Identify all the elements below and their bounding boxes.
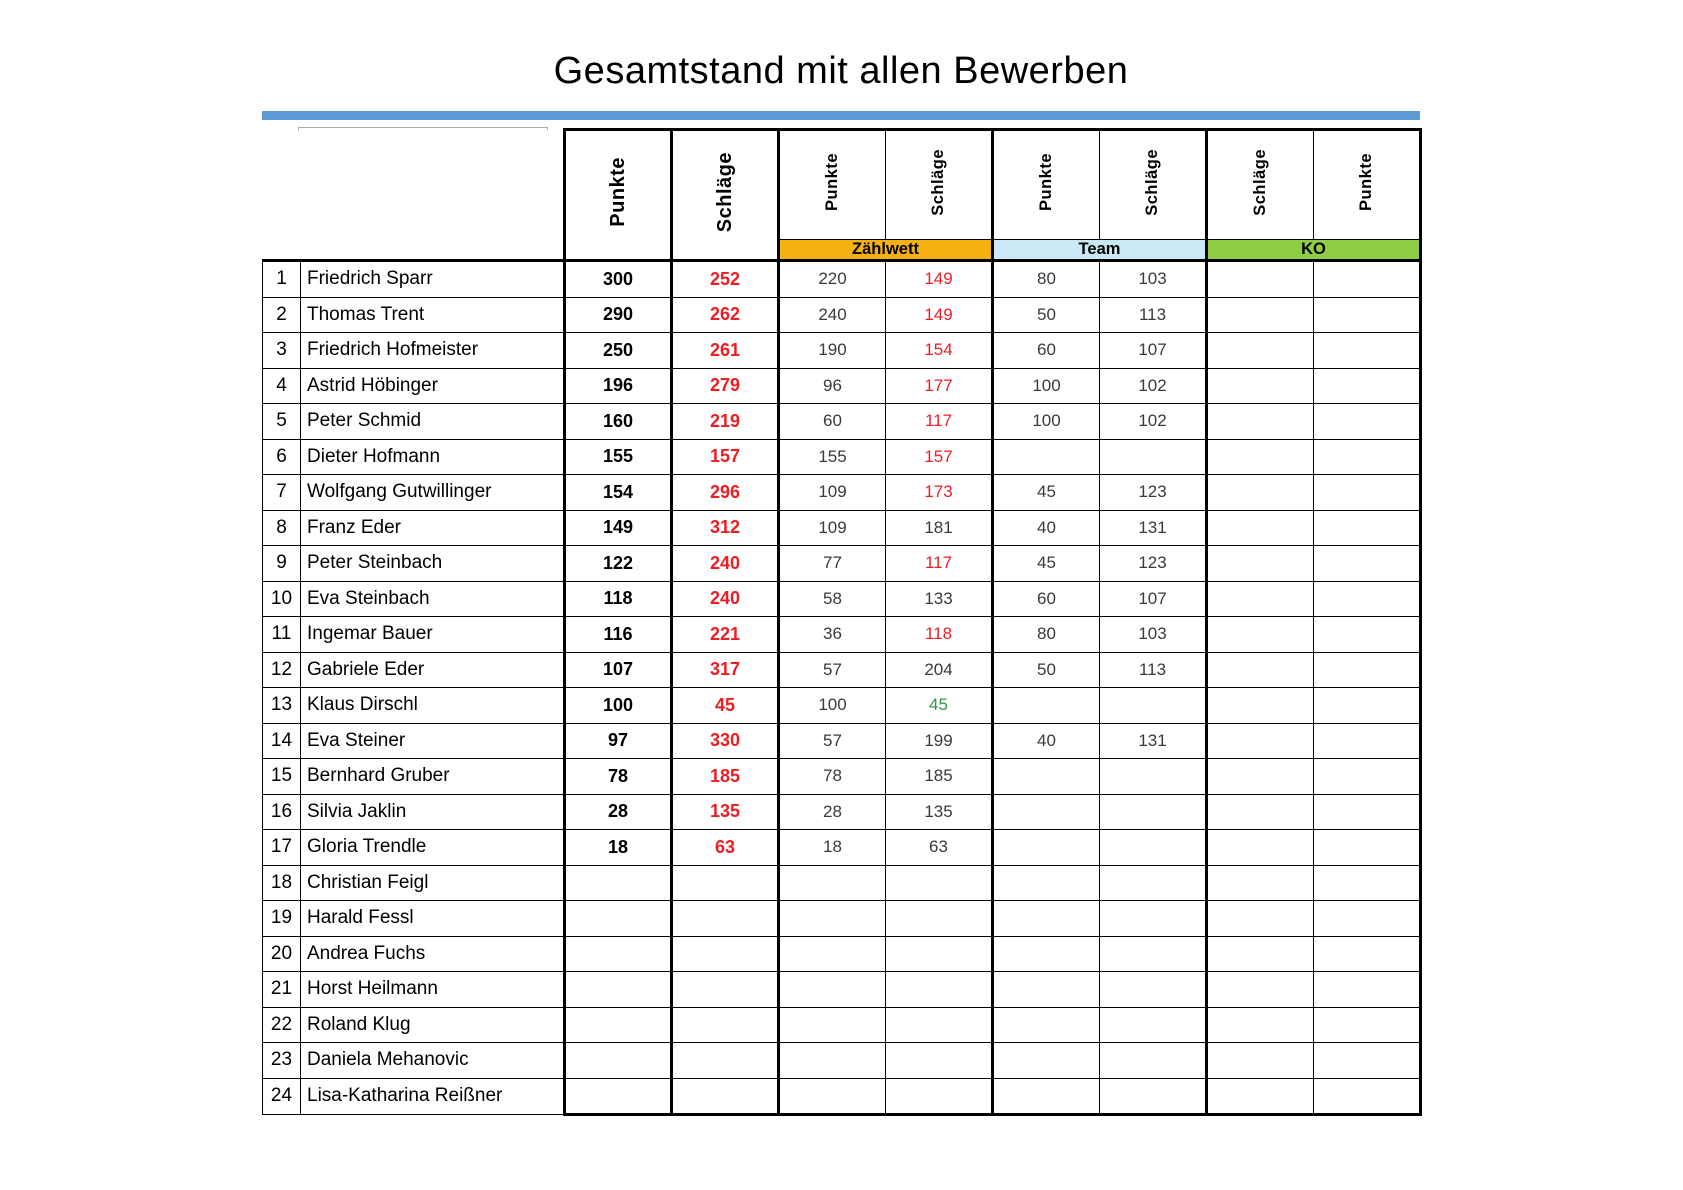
results-table-header — [263, 130, 1421, 261]
table-row — [263, 368, 1421, 404]
value-cell: 60 — [993, 333, 1100, 369]
table-row — [263, 901, 1421, 937]
value-cell — [1314, 439, 1421, 475]
value-cell: 60 — [993, 581, 1100, 617]
value-cell — [1100, 439, 1207, 475]
value-cell: 173 — [886, 475, 993, 511]
value-cell: 118 — [565, 581, 672, 617]
value-cell: 45 — [672, 688, 779, 724]
value-cell: 296 — [672, 475, 779, 511]
value-cell — [993, 901, 1100, 937]
value-cell — [1314, 261, 1421, 298]
value-cell — [672, 865, 779, 901]
value-cell — [1207, 581, 1314, 617]
rank-cell: 19 — [263, 901, 301, 937]
value-cell: 135 — [672, 794, 779, 830]
value-cell — [1207, 475, 1314, 511]
value-cell — [672, 1078, 779, 1115]
value-cell: 36 — [779, 617, 886, 653]
value-cell — [672, 936, 779, 972]
value-cell: 102 — [1100, 368, 1207, 404]
value-cell: 100 — [779, 688, 886, 724]
value-cell — [993, 1078, 1100, 1115]
name-cell: Klaus Dirschl — [301, 688, 565, 724]
value-cell: 109 — [779, 475, 886, 511]
value-cell: 185 — [672, 759, 779, 795]
value-cell: 262 — [672, 297, 779, 333]
value-cell — [1207, 546, 1314, 582]
value-cell — [993, 794, 1100, 830]
value-cell — [886, 901, 993, 937]
value-cell — [1207, 404, 1314, 440]
results-table — [262, 128, 1422, 1116]
value-cell — [1314, 865, 1421, 901]
name-cell: Harald Fessl — [301, 901, 565, 937]
value-cell — [1314, 475, 1421, 511]
value-cell — [993, 830, 1100, 866]
table-row — [263, 865, 1421, 901]
value-cell: 190 — [779, 333, 886, 369]
table-row — [263, 1043, 1421, 1079]
value-cell: 300 — [565, 261, 672, 298]
name-cell: Bernhard Gruber — [301, 759, 565, 795]
table-row — [263, 972, 1421, 1008]
value-cell: 149 — [886, 261, 993, 298]
rank-cell: 2 — [263, 297, 301, 333]
value-cell — [1314, 1007, 1421, 1043]
value-cell: 45 — [993, 475, 1100, 511]
value-cell: 45 — [886, 688, 993, 724]
value-cell — [1314, 830, 1421, 866]
name-cell: Astrid Höbinger — [301, 368, 565, 404]
value-cell — [779, 901, 886, 937]
value-cell — [1314, 617, 1421, 653]
value-cell: 50 — [993, 297, 1100, 333]
value-cell: 122 — [565, 546, 672, 582]
header-total-punkte: Punkte — [565, 130, 672, 261]
value-cell: 312 — [672, 510, 779, 546]
value-cell — [565, 901, 672, 937]
value-cell — [1100, 1043, 1207, 1079]
value-cell — [993, 1007, 1100, 1043]
value-cell: 240 — [672, 581, 779, 617]
value-cell — [1314, 794, 1421, 830]
value-cell: 155 — [779, 439, 886, 475]
rank-cell: 13 — [263, 688, 301, 724]
value-cell — [993, 865, 1100, 901]
value-cell: 135 — [886, 794, 993, 830]
value-cell — [1100, 830, 1207, 866]
value-cell: 50 — [993, 652, 1100, 688]
rank-cell: 14 — [263, 723, 301, 759]
value-cell — [1207, 1007, 1314, 1043]
name-cell: Peter Schmid — [301, 404, 565, 440]
rank-cell: 17 — [263, 830, 301, 866]
name-cell: Daniela Mehanovic — [301, 1043, 565, 1079]
value-cell — [565, 865, 672, 901]
value-cell: 117 — [886, 546, 993, 582]
value-cell — [886, 1007, 993, 1043]
table-row — [263, 1007, 1421, 1043]
value-cell — [672, 901, 779, 937]
value-cell — [1207, 510, 1314, 546]
name-cell: Franz Eder — [301, 510, 565, 546]
value-cell: 181 — [886, 510, 993, 546]
value-cell: 317 — [672, 652, 779, 688]
value-cell: 220 — [779, 261, 886, 298]
value-cell: 80 — [993, 261, 1100, 298]
name-cell: Dieter Hofmann — [301, 439, 565, 475]
rank-cell: 20 — [263, 936, 301, 972]
value-cell: 60 — [779, 404, 886, 440]
table-row — [263, 297, 1421, 333]
value-cell: 131 — [1100, 510, 1207, 546]
value-cell — [1100, 794, 1207, 830]
value-cell: 28 — [565, 794, 672, 830]
rank-cell: 22 — [263, 1007, 301, 1043]
value-cell — [779, 972, 886, 1008]
value-cell: 78 — [779, 759, 886, 795]
value-cell — [1100, 1078, 1207, 1115]
value-cell — [1314, 723, 1421, 759]
table-row — [263, 794, 1421, 830]
value-cell — [993, 439, 1100, 475]
value-cell: 185 — [886, 759, 993, 795]
value-cell — [993, 688, 1100, 724]
rank-cell: 16 — [263, 794, 301, 830]
value-cell — [886, 936, 993, 972]
value-cell: 77 — [779, 546, 886, 582]
value-cell: 28 — [779, 794, 886, 830]
value-cell — [779, 936, 886, 972]
value-cell — [1207, 368, 1314, 404]
value-cell — [1314, 1078, 1421, 1115]
value-cell — [779, 1078, 886, 1115]
value-cell: 103 — [1100, 617, 1207, 653]
value-cell — [1207, 439, 1314, 475]
value-cell: 199 — [886, 723, 993, 759]
value-cell — [1207, 794, 1314, 830]
name-cell: Eva Steinbach — [301, 581, 565, 617]
value-cell: 279 — [672, 368, 779, 404]
table-row — [263, 333, 1421, 369]
value-cell — [1314, 688, 1421, 724]
rank-cell: 6 — [263, 439, 301, 475]
rank-cell: 7 — [263, 475, 301, 511]
value-cell: 100 — [565, 688, 672, 724]
value-cell: 40 — [993, 510, 1100, 546]
table-row — [263, 936, 1421, 972]
value-cell: 97 — [565, 723, 672, 759]
value-cell — [1207, 333, 1314, 369]
table-row — [263, 261, 1421, 298]
table-row — [263, 510, 1421, 546]
table-row — [263, 723, 1421, 759]
header-ko-punkte: Punkte — [1314, 130, 1421, 240]
rank-cell: 24 — [263, 1078, 301, 1115]
value-cell — [672, 1007, 779, 1043]
value-cell — [1314, 936, 1421, 972]
value-cell — [993, 759, 1100, 795]
value-cell — [993, 972, 1100, 1008]
value-cell: 290 — [565, 297, 672, 333]
value-cell — [1314, 652, 1421, 688]
rank-cell: 1 — [263, 261, 301, 298]
name-cell: Eva Steiner — [301, 723, 565, 759]
value-cell — [565, 1007, 672, 1043]
table-row — [263, 439, 1421, 475]
name-cell: Christian Feigl — [301, 865, 565, 901]
value-cell — [886, 972, 993, 1008]
value-cell — [779, 1007, 886, 1043]
value-cell — [672, 1043, 779, 1079]
value-cell: 123 — [1100, 546, 1207, 582]
name-cell: Ingemar Bauer — [301, 617, 565, 653]
value-cell — [565, 1043, 672, 1079]
table-row — [263, 617, 1421, 653]
value-cell: 157 — [672, 439, 779, 475]
name-cell: Roland Klug — [301, 1007, 565, 1043]
value-cell: 57 — [779, 652, 886, 688]
table-row — [263, 1078, 1421, 1115]
table-row — [263, 688, 1421, 724]
value-cell: 250 — [565, 333, 672, 369]
value-cell: 154 — [565, 475, 672, 511]
name-cell: Peter Steinbach — [301, 546, 565, 582]
value-cell — [1207, 652, 1314, 688]
value-cell: 107 — [1100, 333, 1207, 369]
rank-cell: 21 — [263, 972, 301, 1008]
value-cell — [1207, 865, 1314, 901]
value-cell — [1314, 297, 1421, 333]
header-total-schlaege: Schläge — [672, 130, 779, 261]
value-cell — [886, 1078, 993, 1115]
value-cell: 63 — [886, 830, 993, 866]
rank-cell: 15 — [263, 759, 301, 795]
value-cell — [1100, 972, 1207, 1008]
table-row — [263, 652, 1421, 688]
value-cell — [1314, 333, 1421, 369]
name-cell: Friedrich Hofmeister — [301, 333, 565, 369]
value-cell — [1207, 901, 1314, 937]
value-cell: 107 — [565, 652, 672, 688]
value-cell — [886, 1043, 993, 1079]
value-cell — [1100, 865, 1207, 901]
value-cell — [779, 865, 886, 901]
value-cell — [1207, 297, 1314, 333]
name-cell: Thomas Trent — [301, 297, 565, 333]
value-cell — [1314, 404, 1421, 440]
value-cell: 78 — [565, 759, 672, 795]
name-cell: Andrea Fuchs — [301, 936, 565, 972]
name-cell: Gloria Trendle — [301, 830, 565, 866]
value-cell: 261 — [672, 333, 779, 369]
value-cell — [1314, 901, 1421, 937]
value-cell — [1207, 936, 1314, 972]
header-zaehlwett-schlaege: Schläge — [886, 130, 993, 240]
header-team-punkte: Punkte — [993, 130, 1100, 240]
value-cell: 240 — [672, 546, 779, 582]
header-zaehlwett-punkte: Punkte — [779, 130, 886, 240]
value-cell — [886, 865, 993, 901]
table-row — [263, 581, 1421, 617]
value-cell — [1100, 901, 1207, 937]
value-cell: 149 — [565, 510, 672, 546]
value-cell — [1314, 368, 1421, 404]
band-zaehlwett: Zählwett — [779, 240, 993, 261]
value-cell: 154 — [886, 333, 993, 369]
value-cell: 113 — [1100, 297, 1207, 333]
name-cell: Wolfgang Gutwillinger — [301, 475, 565, 511]
value-cell: 57 — [779, 723, 886, 759]
value-cell — [1207, 617, 1314, 653]
results-table-body — [263, 261, 1421, 1115]
value-cell: 155 — [565, 439, 672, 475]
value-cell — [1207, 688, 1314, 724]
value-cell: 63 — [672, 830, 779, 866]
value-cell — [1207, 1078, 1314, 1115]
rank-cell: 11 — [263, 617, 301, 653]
value-cell: 160 — [565, 404, 672, 440]
value-cell: 103 — [1100, 261, 1207, 298]
value-cell — [1207, 972, 1314, 1008]
value-cell — [1100, 759, 1207, 795]
value-cell — [1100, 688, 1207, 724]
value-cell: 118 — [886, 617, 993, 653]
header-team-schlaege: Schläge — [1100, 130, 1207, 240]
header-ko-schlaege: Schläge — [1207, 130, 1314, 240]
value-cell: 149 — [886, 297, 993, 333]
value-cell — [1207, 1043, 1314, 1079]
rank-cell: 9 — [263, 546, 301, 582]
band-team: Team — [993, 240, 1207, 261]
value-cell — [993, 1043, 1100, 1079]
value-cell: 117 — [886, 404, 993, 440]
table-row — [263, 830, 1421, 866]
rank-cell: 4 — [263, 368, 301, 404]
value-cell: 40 — [993, 723, 1100, 759]
value-cell — [672, 972, 779, 1008]
value-cell — [1314, 1043, 1421, 1079]
table-row — [263, 546, 1421, 582]
band-ko: KO — [1207, 240, 1421, 261]
value-cell: 100 — [993, 404, 1100, 440]
value-cell: 107 — [1100, 581, 1207, 617]
value-cell: 157 — [886, 439, 993, 475]
value-cell: 131 — [1100, 723, 1207, 759]
value-cell: 204 — [886, 652, 993, 688]
rank-cell: 10 — [263, 581, 301, 617]
table-row — [263, 475, 1421, 511]
value-cell — [1207, 261, 1314, 298]
page-title: Gesamtstand mit allen Bewerben — [553, 50, 1129, 92]
value-cell: 252 — [672, 261, 779, 298]
name-cell: Gabriele Eder — [301, 652, 565, 688]
value-cell: 100 — [993, 368, 1100, 404]
value-cell — [993, 936, 1100, 972]
value-cell: 45 — [993, 546, 1100, 582]
value-cell: 96 — [779, 368, 886, 404]
value-cell: 221 — [672, 617, 779, 653]
value-cell — [565, 936, 672, 972]
table-row — [263, 759, 1421, 795]
value-cell: 177 — [886, 368, 993, 404]
value-cell: 58 — [779, 581, 886, 617]
value-cell — [1314, 581, 1421, 617]
value-cell — [1100, 936, 1207, 972]
value-cell — [565, 1078, 672, 1115]
name-cell: Friedrich Sparr — [301, 261, 565, 298]
header-corner — [263, 130, 565, 261]
value-cell — [1314, 546, 1421, 582]
name-cell: Horst Heilmann — [301, 972, 565, 1008]
value-cell: 133 — [886, 581, 993, 617]
value-cell: 196 — [565, 368, 672, 404]
accent-bar — [262, 111, 1420, 120]
value-cell — [1314, 972, 1421, 1008]
value-cell — [779, 1043, 886, 1079]
rank-cell: 12 — [263, 652, 301, 688]
value-cell: 18 — [565, 830, 672, 866]
value-cell — [1207, 759, 1314, 795]
value-cell — [1207, 830, 1314, 866]
value-cell — [1207, 723, 1314, 759]
rank-cell: 23 — [263, 1043, 301, 1079]
value-cell: 109 — [779, 510, 886, 546]
rank-cell: 8 — [263, 510, 301, 546]
value-cell: 116 — [565, 617, 672, 653]
value-cell: 330 — [672, 723, 779, 759]
name-cell: Lisa-Katharina Reißner — [301, 1078, 565, 1115]
value-cell: 123 — [1100, 475, 1207, 511]
value-cell — [1314, 759, 1421, 795]
value-cell: 80 — [993, 617, 1100, 653]
value-cell — [565, 972, 672, 1008]
value-cell: 18 — [779, 830, 886, 866]
name-cell: Silvia Jaklin — [301, 794, 565, 830]
table-row — [263, 404, 1421, 440]
value-cell: 113 — [1100, 652, 1207, 688]
value-cell: 219 — [672, 404, 779, 440]
value-cell: 102 — [1100, 404, 1207, 440]
rank-cell: 3 — [263, 333, 301, 369]
rank-cell: 5 — [263, 404, 301, 440]
value-cell — [1314, 510, 1421, 546]
value-cell — [1100, 1007, 1207, 1043]
value-cell: 240 — [779, 297, 886, 333]
rank-cell: 18 — [263, 865, 301, 901]
